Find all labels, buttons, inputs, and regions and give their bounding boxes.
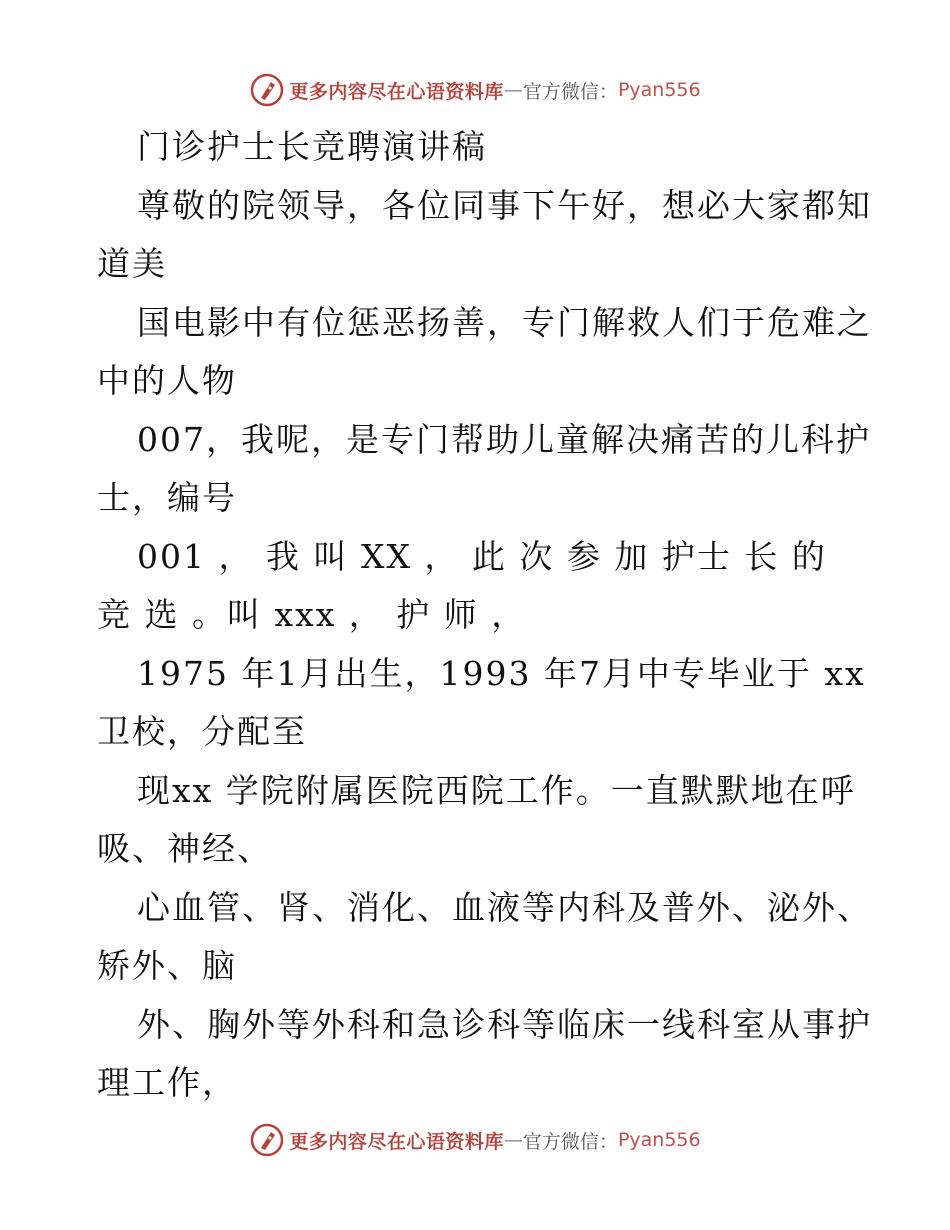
- text-line: 001 ， 我 叫 XX ， 此 次 参 加 护士 长 的: [137, 536, 827, 576]
- text-line: 道美: [97, 244, 167, 283]
- pen-nib-circle-icon: [249, 72, 285, 108]
- banner-wechat-id: Pyan556: [617, 79, 701, 101]
- header-banner: [0, 70, 950, 110]
- banner-separator: —: [503, 1129, 523, 1151]
- text-line: 外、胸外等外科和急诊科等临床一线科室从事护: [137, 1004, 872, 1044]
- banner-site-text: 更多内容尽在心语资料库: [289, 1130, 504, 1153]
- text-line: 心血管、肾、消化、血液等内科及普外、泌外、: [137, 887, 872, 927]
- document-title: 门诊护士长竞聘演讲稿: [137, 127, 487, 166]
- text-line: 吸、神经、: [97, 829, 272, 868]
- text-line: 国电影中有位惩恶扬善，专门解救人们于危难之: [137, 302, 872, 342]
- text-line: 士，编号: [97, 478, 237, 517]
- banner-separator: —: [503, 79, 523, 101]
- banner-wechat-label: 官方微信：: [522, 80, 618, 103]
- text-line: 现xx 学院附属医院西院工作。一直默默地在呼: [137, 770, 856, 810]
- text-line: 007，我呢，是专门帮助儿童解决痛苦的儿科护: [137, 419, 871, 459]
- text-line: 卫校，分配至: [97, 712, 307, 751]
- footer-banner: [0, 1120, 950, 1160]
- text-line: 中的人物: [97, 361, 237, 400]
- document-body: [97, 118, 872, 1113]
- banner-wechat-id: Pyan556: [617, 1129, 701, 1151]
- banner-site-text: 更多内容尽在心语资料库: [289, 80, 504, 103]
- pen-nib-circle-icon: [249, 1122, 285, 1158]
- text-line: 竞 选 。叫 xxx ， 护 师 ，: [97, 595, 527, 634]
- text-line: 理工作，: [97, 1063, 237, 1102]
- banner-wechat-label: 官方微信：: [522, 1130, 618, 1153]
- text-line: 1975 年1月出生，1993 年7月中专毕业于 xx: [137, 653, 866, 693]
- text-line: 尊敬的院领导，各位同事下午好，想必大家都知: [137, 185, 872, 225]
- text-line: 矫外、脑: [97, 946, 237, 985]
